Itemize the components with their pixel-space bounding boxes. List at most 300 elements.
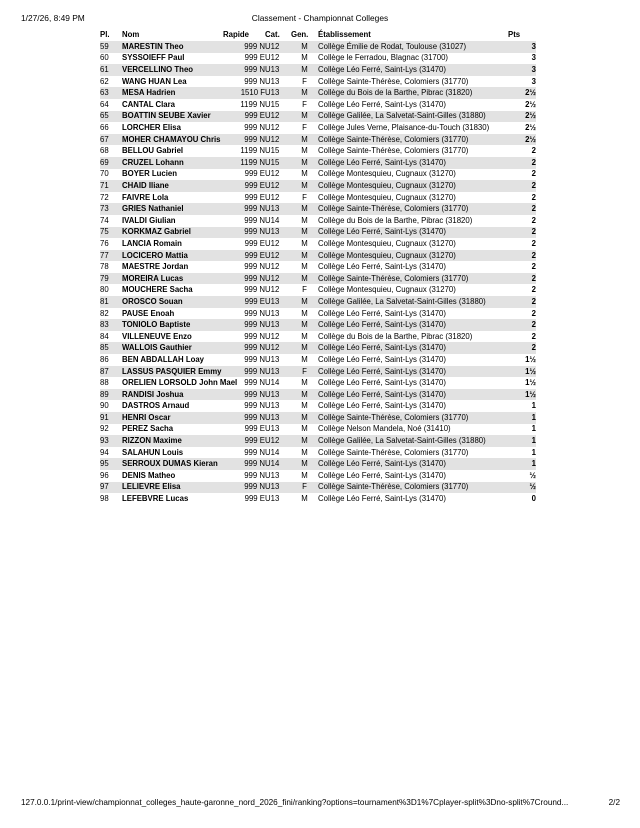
cell-points: 2 <box>531 285 536 295</box>
table-row <box>100 76 536 88</box>
cell-place: 84 <box>100 331 109 341</box>
cell-gender: M <box>301 250 308 260</box>
cell-place: 86 <box>100 354 109 364</box>
cell-category: U13 <box>265 412 280 422</box>
col-header-name: Nom <box>122 29 140 39</box>
table-row <box>100 458 536 470</box>
table-body <box>100 41 536 505</box>
cell-category: U13 <box>265 354 280 364</box>
table-row <box>100 99 536 111</box>
cell-gender: F <box>302 76 307 86</box>
cell-place: 59 <box>100 41 109 51</box>
cell-place: 91 <box>100 412 109 422</box>
table-row <box>100 261 536 273</box>
cell-name: BOYER Lucien <box>122 169 178 179</box>
cell-rating: 999 N <box>244 285 265 295</box>
cell-school: Collège le Ferradou, Blagnac (31700) <box>318 53 449 63</box>
cell-name: WANG HUAN Lea <box>122 76 187 86</box>
cell-school: Collège Léo Ferré, Saint-Lys (31470) <box>318 65 446 75</box>
cell-gender: M <box>301 470 308 480</box>
cell-rating: 1199 N <box>240 157 265 167</box>
cell-category: U13 <box>265 296 280 306</box>
cell-school: Collège Léo Ferré, Saint-Lys (31470) <box>318 470 446 480</box>
cell-points: 1½ <box>525 354 536 364</box>
cell-name: FAIVRE Lola <box>122 192 169 202</box>
col-header-category: Cat. <box>265 29 280 39</box>
cell-place: 89 <box>100 389 109 399</box>
cell-school: Collège Sainte-Thérèse, Colomiers (31770) <box>318 482 469 492</box>
cell-points: 3 <box>531 65 536 75</box>
cell-points: 2 <box>531 215 536 225</box>
cell-rating: 999 E <box>244 250 265 260</box>
cell-category: U13 <box>265 227 280 237</box>
cell-rating: 999 E <box>244 296 265 306</box>
cell-place: 82 <box>100 308 109 318</box>
cell-place: 81 <box>100 296 109 306</box>
cell-place: 65 <box>100 111 109 121</box>
cell-points: 2 <box>531 296 536 306</box>
cell-rating: 999 N <box>244 65 265 75</box>
table-header-row <box>100 28 536 41</box>
cell-rating: 999 N <box>244 378 265 388</box>
cell-gender: F <box>302 192 307 202</box>
table-row <box>100 53 536 65</box>
cell-rating: 999 N <box>244 134 265 144</box>
cell-name: MARESTIN Theo <box>122 41 184 51</box>
cell-points: 3 <box>531 53 536 63</box>
cell-place: 96 <box>100 470 109 480</box>
cell-category: U14 <box>265 447 280 457</box>
cell-school: Collège du Bois de la Barthe, Pibrac (31820) <box>318 215 473 225</box>
cell-rating: 999 N <box>244 447 265 457</box>
cell-points: 2 <box>531 250 536 260</box>
cell-category: U13 <box>265 204 280 214</box>
table-row <box>100 354 536 366</box>
cell-rating: 999 E <box>244 238 265 248</box>
table-row <box>100 111 536 123</box>
cell-rating: 999 N <box>244 273 265 283</box>
cell-gender: M <box>301 204 308 214</box>
table-row <box>100 308 536 320</box>
cell-place: 70 <box>100 169 109 179</box>
cell-rating: 999 N <box>244 320 265 330</box>
cell-gender: M <box>301 401 308 411</box>
cell-category: U12 <box>265 53 280 63</box>
cell-place: 62 <box>100 76 109 86</box>
table-row <box>100 250 536 262</box>
cell-place: 74 <box>100 215 109 225</box>
cell-school: Collège Montesquieu, Cugnaux (31270) <box>318 285 456 295</box>
cell-category: U12 <box>265 169 280 179</box>
cell-place: 83 <box>100 320 109 330</box>
cell-category: U14 <box>265 459 280 469</box>
cell-school: Collège Léo Ferré, Saint-Lys (31470) <box>318 157 446 167</box>
cell-place: 88 <box>100 378 109 388</box>
print-header <box>0 13 640 24</box>
cell-gender: F <box>302 482 307 492</box>
cell-category: U12 <box>265 111 280 121</box>
table-row <box>100 227 536 239</box>
cell-name: HENRI Oscar <box>122 412 171 422</box>
cell-rating: 999 N <box>244 459 265 469</box>
cell-place: 67 <box>100 134 109 144</box>
table-row <box>100 157 536 169</box>
cell-gender: M <box>301 378 308 388</box>
cell-category: U12 <box>265 134 280 144</box>
cell-name: MOUCHERE Sacha <box>122 285 193 295</box>
cell-name: RIZZON Maxime <box>122 436 182 446</box>
cell-place: 87 <box>100 366 109 376</box>
cell-points: 2 <box>531 157 536 167</box>
cell-points: 2 <box>531 204 536 214</box>
cell-category: U12 <box>265 273 280 283</box>
cell-rating: 999 N <box>244 331 265 341</box>
cell-name: VERCELLINO Theo <box>122 65 194 75</box>
cell-school: Collège Léo Ferré, Saint-Lys (31470) <box>318 343 446 353</box>
cell-name: KORKMAZ Gabriel <box>122 227 191 237</box>
cell-points: ½ <box>529 482 536 492</box>
cell-gender: M <box>301 41 308 51</box>
cell-rating: 999 N <box>244 262 265 272</box>
cell-category: U13 <box>265 366 280 376</box>
cell-points: 1 <box>531 412 536 422</box>
table-row <box>100 64 536 76</box>
print-datetime: 1/27/26, 8:49 PM <box>21 13 85 23</box>
cell-gender: M <box>301 215 308 225</box>
cell-category: U15 <box>265 157 280 167</box>
cell-gender: M <box>301 389 308 399</box>
table-row <box>100 482 536 494</box>
cell-name: LEFEBVRE Lucas <box>122 494 189 504</box>
col-header-place: Pl. <box>100 29 110 39</box>
cell-school: Collège Montesquieu, Cugnaux (31270) <box>318 169 456 179</box>
table-row <box>100 342 536 354</box>
table-row <box>100 145 536 157</box>
cell-name: DENIS Matheo <box>122 470 176 480</box>
cell-name: PEREZ Sacha <box>122 424 174 434</box>
cell-rating: 1510 F <box>240 88 265 98</box>
cell-place: 79 <box>100 273 109 283</box>
table-row <box>100 180 536 192</box>
cell-place: 95 <box>100 459 109 469</box>
table-row <box>100 192 536 204</box>
cell-category: U12 <box>265 250 280 260</box>
cell-category: U13 <box>265 320 280 330</box>
cell-gender: M <box>301 146 308 156</box>
cell-school: Collège Nelson Mandela, Noé (31410) <box>318 424 451 434</box>
cell-place: 77 <box>100 250 109 260</box>
table-row <box>100 122 536 134</box>
cell-place: 92 <box>100 424 109 434</box>
cell-category: U13 <box>265 308 280 318</box>
cell-gender: F <box>302 366 307 376</box>
cell-place: 94 <box>100 447 109 457</box>
table-row <box>100 377 536 389</box>
cell-school: Collège Léo Ferré, Saint-Lys (31470) <box>318 354 446 364</box>
table-row <box>100 296 536 308</box>
cell-category: U13 <box>265 482 280 492</box>
cell-points: 1½ <box>525 389 536 399</box>
cell-gender: M <box>301 412 308 422</box>
cell-rating: 1199 N <box>240 99 265 109</box>
cell-points: 2½ <box>525 123 536 133</box>
cell-rating: 999 E <box>244 181 265 191</box>
cell-name: LELIEVRE Elisa <box>122 482 181 492</box>
cell-rating: 999 N <box>244 343 265 353</box>
cell-school: Collège Léo Ferré, Saint-Lys (31470) <box>318 401 446 411</box>
cell-school: Collège Sainte-Thérèse, Colomiers (31770) <box>318 76 469 86</box>
cell-place: 68 <box>100 146 109 156</box>
cell-place: 80 <box>100 285 109 295</box>
cell-category: U12 <box>265 238 280 248</box>
cell-rating: 999 N <box>244 401 265 411</box>
cell-gender: M <box>301 331 308 341</box>
cell-gender: F <box>302 99 307 109</box>
cell-place: 90 <box>100 401 109 411</box>
table-row <box>100 134 536 146</box>
cell-gender: M <box>301 238 308 248</box>
cell-name: SYSSOIEFF Paul <box>122 53 185 63</box>
table-row <box>100 319 536 331</box>
table-row <box>100 215 536 227</box>
cell-gender: M <box>301 308 308 318</box>
cell-place: 75 <box>100 227 109 237</box>
cell-points: 2 <box>531 308 536 318</box>
cell-gender: M <box>301 134 308 144</box>
cell-rating: 999 N <box>244 227 265 237</box>
cell-name: IVALDI Giulian <box>122 215 176 225</box>
cell-name: SERROUX DUMAS Kieran <box>122 459 218 469</box>
cell-school: Collège Léo Ferré, Saint-Lys (31470) <box>318 389 446 399</box>
table-row <box>100 366 536 378</box>
cell-category: U12 <box>265 123 280 133</box>
cell-rating: 999 N <box>244 123 265 133</box>
cell-place: 73 <box>100 204 109 214</box>
cell-gender: M <box>301 296 308 306</box>
cell-rating: 999 N <box>244 308 265 318</box>
cell-category: U13 <box>265 470 280 480</box>
cell-category: U12 <box>265 436 280 446</box>
cell-name: CRUZEL Lohann <box>122 157 184 167</box>
col-header-rating: Rapide <box>223 29 249 39</box>
cell-school: Collège Jules Verne, Plaisance-du-Touch (31830) <box>318 123 490 133</box>
cell-category: U13 <box>265 494 280 504</box>
cell-points: 2 <box>531 192 536 202</box>
cell-school: Collège Sainte-Thérèse, Colomiers (31770) <box>318 412 469 422</box>
page-title: Classement - Championnat Colleges <box>251 13 389 23</box>
table-row <box>100 424 536 436</box>
cell-name: PAUSE Enoah <box>122 308 175 318</box>
cell-points: 2 <box>531 238 536 248</box>
cell-category: U12 <box>265 343 280 353</box>
cell-gender: M <box>301 53 308 63</box>
cell-points: 2½ <box>525 88 536 98</box>
cell-gender: M <box>301 157 308 167</box>
cell-points: 2 <box>531 146 536 156</box>
cell-school: Collège Galilée, La Salvetat-Saint-Gilles (31880) <box>318 111 486 121</box>
cell-category: U14 <box>265 215 280 225</box>
cell-category: U13 <box>265 424 280 434</box>
table-row <box>100 493 536 505</box>
cell-rating: 999 N <box>244 354 265 364</box>
cell-place: 72 <box>100 192 109 202</box>
cell-points: 1½ <box>525 366 536 376</box>
cell-gender: M <box>301 262 308 272</box>
cell-school: Collège Léo Ferré, Saint-Lys (31470) <box>318 99 446 109</box>
cell-school: Collège Montesquieu, Cugnaux (31270) <box>318 181 456 191</box>
table-row <box>100 400 536 412</box>
table-row <box>100 273 536 285</box>
table-row <box>100 41 536 53</box>
cell-points: 2 <box>531 169 536 179</box>
cell-school: Collège Galilée, La Salvetat-Saint-Gilles (31880) <box>318 436 486 446</box>
cell-points: 2 <box>531 262 536 272</box>
cell-points: 1 <box>531 447 536 457</box>
cell-school: Collège Sainte-Thérèse, Colomiers (31770) <box>318 204 469 214</box>
cell-name: MOHER CHAMAYOU Chris <box>122 134 221 144</box>
table-row <box>100 284 536 296</box>
cell-rating: 999 E <box>244 53 265 63</box>
ranking-table <box>100 28 536 505</box>
cell-school: Collège du Bois de la Barthe, Pibrac (31820) <box>318 331 473 341</box>
cell-category: U13 <box>265 88 280 98</box>
cell-name: LANCIA Romain <box>122 238 182 248</box>
cell-gender: M <box>301 436 308 446</box>
cell-category: U15 <box>265 99 280 109</box>
cell-points: 1½ <box>525 378 536 388</box>
cell-gender: M <box>301 273 308 283</box>
cell-place: 69 <box>100 157 109 167</box>
table-row <box>100 447 536 459</box>
cell-points: 0 <box>531 494 536 504</box>
cell-gender: M <box>301 320 308 330</box>
table-row <box>100 87 536 99</box>
cell-name: MAESTRE Jordan <box>122 262 189 272</box>
cell-points: 1 <box>531 436 536 446</box>
cell-school: Collège Léo Ferré, Saint-Lys (31470) <box>318 459 446 469</box>
cell-place: 61 <box>100 65 109 75</box>
cell-rating: 999 N <box>244 204 265 214</box>
cell-name: OROSCO Souan <box>122 296 183 306</box>
cell-rating: 1199 N <box>240 146 265 156</box>
cell-category: U15 <box>265 146 280 156</box>
cell-category: U13 <box>265 401 280 411</box>
cell-rating: 999 E <box>244 111 265 121</box>
cell-school: Collège Sainte-Thérèse, Colomiers (31770) <box>318 146 469 156</box>
cell-gender: M <box>301 343 308 353</box>
cell-name: DASTROS Arnaud <box>122 401 190 411</box>
cell-name: RANDISI Joshua <box>122 389 184 399</box>
cell-points: 3 <box>531 41 536 51</box>
cell-name: BEN ABDALLAH Loay <box>122 354 205 364</box>
cell-rating: 999 N <box>244 412 265 422</box>
cell-name: CHAID Iliane <box>122 181 169 191</box>
cell-name: LORCHER Elisa <box>122 123 181 133</box>
cell-school: Collège Montesquieu, Cugnaux (31270) <box>318 238 456 248</box>
cell-name: SALAHUN Louis <box>122 447 184 457</box>
cell-rating: 999 E <box>244 436 265 446</box>
cell-name: VILLENEUVE Enzo <box>122 331 192 341</box>
cell-school: Collège Sainte-Thérèse, Colomiers (31770) <box>318 447 469 457</box>
cell-rating: 999 N <box>244 76 265 86</box>
cell-name: LASSUS PASQUIER Emmy <box>122 366 222 376</box>
cell-school: Collège Galilée, La Salvetat-Saint-Gilles (31880) <box>318 296 486 306</box>
cell-name: MESA Hadrien <box>122 88 176 98</box>
cell-points: 3 <box>531 76 536 86</box>
cell-name: WALLOIS Gauthier <box>122 343 192 353</box>
cell-name: TONIOLO Baptiste <box>122 320 191 330</box>
cell-place: 85 <box>100 343 109 353</box>
table-row <box>100 470 536 482</box>
cell-name: BOATTIN SEUBE Xavier <box>122 111 211 121</box>
cell-points: 2 <box>531 227 536 237</box>
cell-gender: F <box>302 123 307 133</box>
cell-school: Collège Léo Ferré, Saint-Lys (31470) <box>318 366 446 376</box>
cell-school: Collège Léo Ferré, Saint-Lys (31470) <box>318 378 446 388</box>
cell-category: U13 <box>265 76 280 86</box>
cell-school: Collège Léo Ferré, Saint-Lys (31470) <box>318 494 446 504</box>
table-row <box>100 412 536 424</box>
cell-points: 2 <box>531 331 536 341</box>
cell-school: Collège Léo Ferré, Saint-Lys (31470) <box>318 262 446 272</box>
cell-school: Collège Montesquieu, Cugnaux (31270) <box>318 192 456 202</box>
cell-category: U13 <box>265 65 280 75</box>
cell-gender: M <box>301 111 308 121</box>
cell-points: 2½ <box>525 134 536 144</box>
cell-points: 1 <box>531 424 536 434</box>
table-row <box>100 331 536 343</box>
print-url: 127.0.0.1/print-view/championnat_colleges_haute-garonne_nord_2026_fini/ranking?options=tournament%3D1%7Cplayer-split%3Dno-split%7Cround... <box>21 798 569 807</box>
cell-name: LOCICERO Mattia <box>122 250 188 260</box>
cell-rating: 999 N <box>244 366 265 376</box>
cell-rating: 999 N <box>244 215 265 225</box>
cell-gender: M <box>301 459 308 469</box>
cell-category: U12 <box>265 262 280 272</box>
cell-gender: M <box>301 88 308 98</box>
cell-place: 63 <box>100 88 109 98</box>
cell-rating: 999 N <box>244 470 265 480</box>
cell-points: 2½ <box>525 99 536 109</box>
cell-points: 2 <box>531 343 536 353</box>
table-row <box>100 203 536 215</box>
cell-place: 66 <box>100 123 109 133</box>
cell-points: ½ <box>529 470 536 480</box>
cell-place: 60 <box>100 53 109 63</box>
cell-rating: 999 N <box>244 389 265 399</box>
cell-name: GRIES Nathaniel <box>122 204 184 214</box>
cell-rating: 999 N <box>244 41 265 51</box>
cell-name: BELLOU Gabriel <box>122 146 184 156</box>
cell-category: U13 <box>265 389 280 399</box>
cell-place: 64 <box>100 99 109 109</box>
cell-gender: M <box>301 494 308 504</box>
table-row <box>100 389 536 401</box>
col-header-points: Pts <box>508 29 521 39</box>
cell-school: Collège Sainte-Thérèse, Colomiers (31770) <box>318 273 469 283</box>
cell-place: 71 <box>100 181 109 191</box>
cell-category: U14 <box>265 378 280 388</box>
cell-gender: F <box>302 285 307 295</box>
cell-points: 1 <box>531 459 536 469</box>
cell-name: ORELIEN LORSOLD John Mael <box>122 378 238 388</box>
cell-category: U12 <box>265 331 280 341</box>
cell-school: Collège Sainte-Thérèse, Colomiers (31770) <box>318 134 469 144</box>
cell-rating: 999 E <box>244 169 265 179</box>
col-header-school: Établissement <box>318 29 371 39</box>
print-footer <box>21 797 620 808</box>
cell-rating: 999 N <box>244 482 265 492</box>
cell-place: 93 <box>100 436 109 446</box>
